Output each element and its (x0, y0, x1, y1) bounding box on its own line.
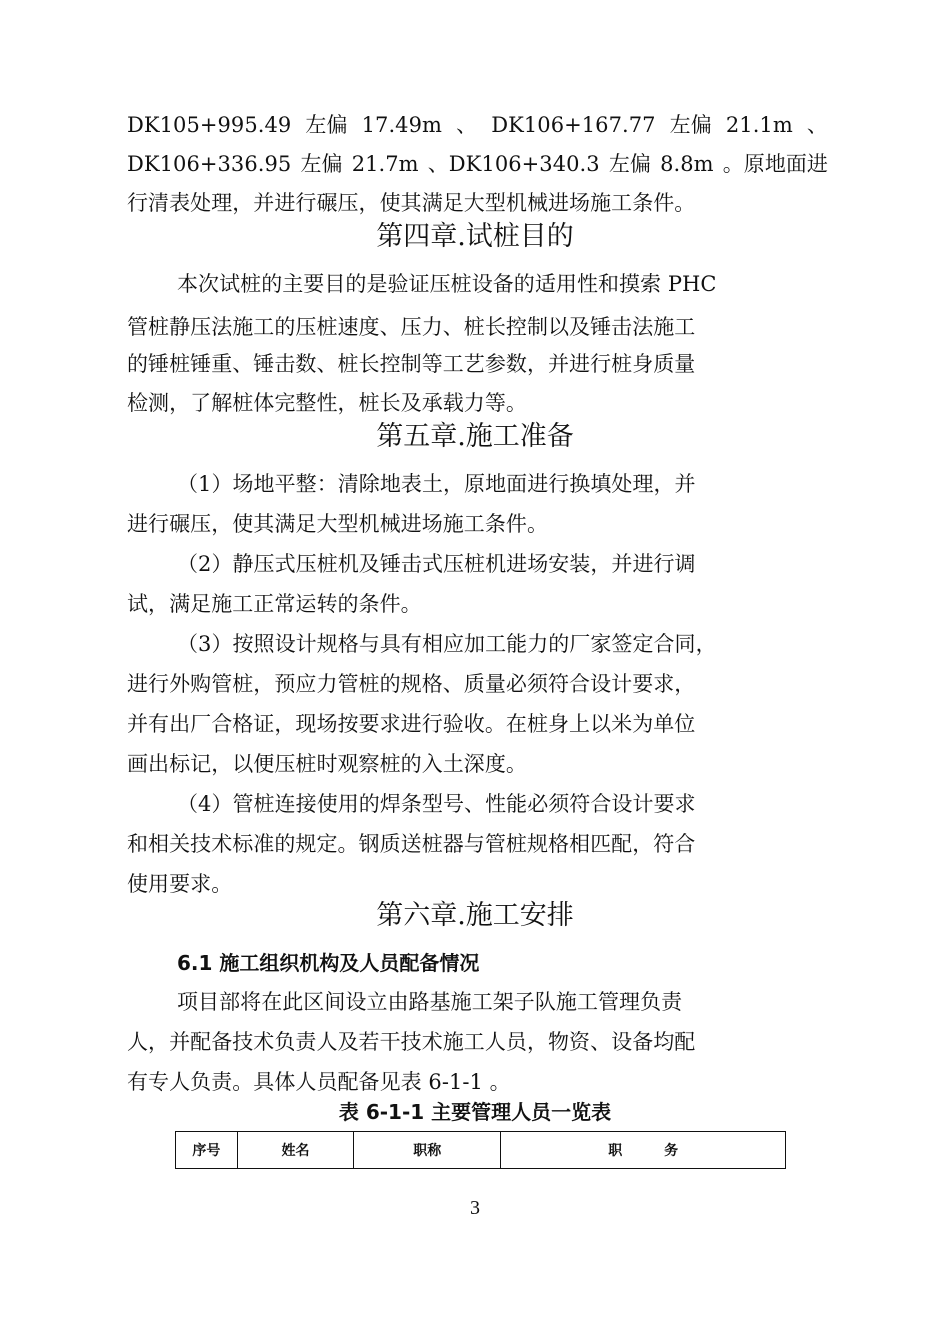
text-segment: 17.49m (361, 113, 442, 137)
paragraph-line: 并有出厂合格证，现场按要求进行验收。在桩身上以米为单位 (127, 712, 696, 736)
text-segment: DK105+995.49 (127, 113, 292, 137)
table-header-cell: 序号 (176, 1132, 238, 1169)
text-segment: 左偏 (305, 113, 348, 137)
paragraph-line: 使用要求。 (127, 872, 233, 896)
paragraph-line: 检测，了解桩体完整性，桩长及承载力等。 (127, 391, 527, 415)
paragraph-line: 本次试桩的主要目的是验证压桩设备的适用性和摸索 PHC (177, 272, 717, 296)
chapter-4-heading: 第四章.试桩目的 (376, 221, 574, 252)
text-line (127, 148, 828, 180)
paragraph-line: 管桩静压法施工的压桩速度、压力、桩长控制以及锤击法施工 (127, 315, 696, 339)
paragraph-line: （4）管桩连接使用的焊条型号、性能必须符合设计要求 (177, 792, 696, 816)
table-header-cell: 职称 (354, 1132, 501, 1169)
text-segment: 、 (806, 113, 828, 137)
text-line (127, 109, 828, 141)
paragraph-line: 画出标记，以便压桩时观察桩的入土深度。 (127, 752, 527, 776)
paragraph-line: 和相关技术标准的规定。钢质送桩器与管桩规格相匹配，符合 (127, 832, 696, 856)
paragraph-line: （3）按照设计规格与具有相应加工能力的厂家签定合同， (177, 632, 717, 656)
text-segment: 、DK106+340.3 (427, 152, 600, 176)
text-segment: 21.7m (351, 152, 419, 176)
paragraph-line: 项目部将在此区间设立由路基施工架子队施工管理负责 (177, 990, 683, 1014)
table-header-row (176, 1132, 786, 1169)
text-segment: 21.1m (725, 113, 793, 137)
paragraph-line: 有专人负责。具体人员配备见表 6-1-1 。 (127, 1070, 511, 1094)
text-segment: 左偏 (300, 152, 343, 176)
page-number: 3 (470, 1197, 480, 1219)
text-segment: 左偏 (608, 152, 651, 176)
table-title: 表 6-1-1 主要管理人员一览表 (338, 1100, 612, 1124)
text-segment: 左偏 (669, 113, 712, 137)
text-segment: DK106+167.77 (491, 113, 656, 137)
section-6-1-heading: 6.1 施工组织机构及人员配备情况 (177, 951, 480, 975)
paragraph-line: 的锤桩锤重、锤击数、桩长控制等工艺参数，并进行桩身质量 (127, 352, 696, 376)
text-segment: 。原地面进 (722, 152, 828, 176)
text-segment: 、 (456, 113, 478, 137)
paragraph-line: 人，并配备技术负责人及若干技术施工人员，物资、设备均配 (127, 1030, 696, 1054)
paragraph-line: 进行碾压，使其满足大型机械进场施工条件。 (127, 512, 548, 536)
chapter-6-heading: 第六章.施工安排 (376, 900, 574, 931)
paragraph-line: （1）场地平整：清除地表土，原地面进行换填处理，并 (177, 472, 696, 496)
paragraph-line: 进行外购管桩，预应力管桩的规格、质量必须符合设计要求， (127, 672, 696, 696)
text-segment: DK106+336.95 (127, 152, 292, 176)
table-header-cell: 职 务 (501, 1132, 786, 1169)
table-header-cell: 姓名 (237, 1132, 353, 1169)
paragraph-line: （2）静压式压桩机及锤击式压桩机进场安装，并进行调 (177, 552, 696, 576)
chapter-5-heading: 第五章.施工准备 (376, 421, 574, 452)
text-segment: 8.8m (660, 152, 714, 176)
staff-table (175, 1131, 786, 1169)
paragraph-line: 行清表处理，并进行碾压，使其满足大型机械进场施工条件。 (127, 191, 696, 215)
paragraph-line: 试，满足施工正常运转的条件。 (127, 592, 422, 616)
